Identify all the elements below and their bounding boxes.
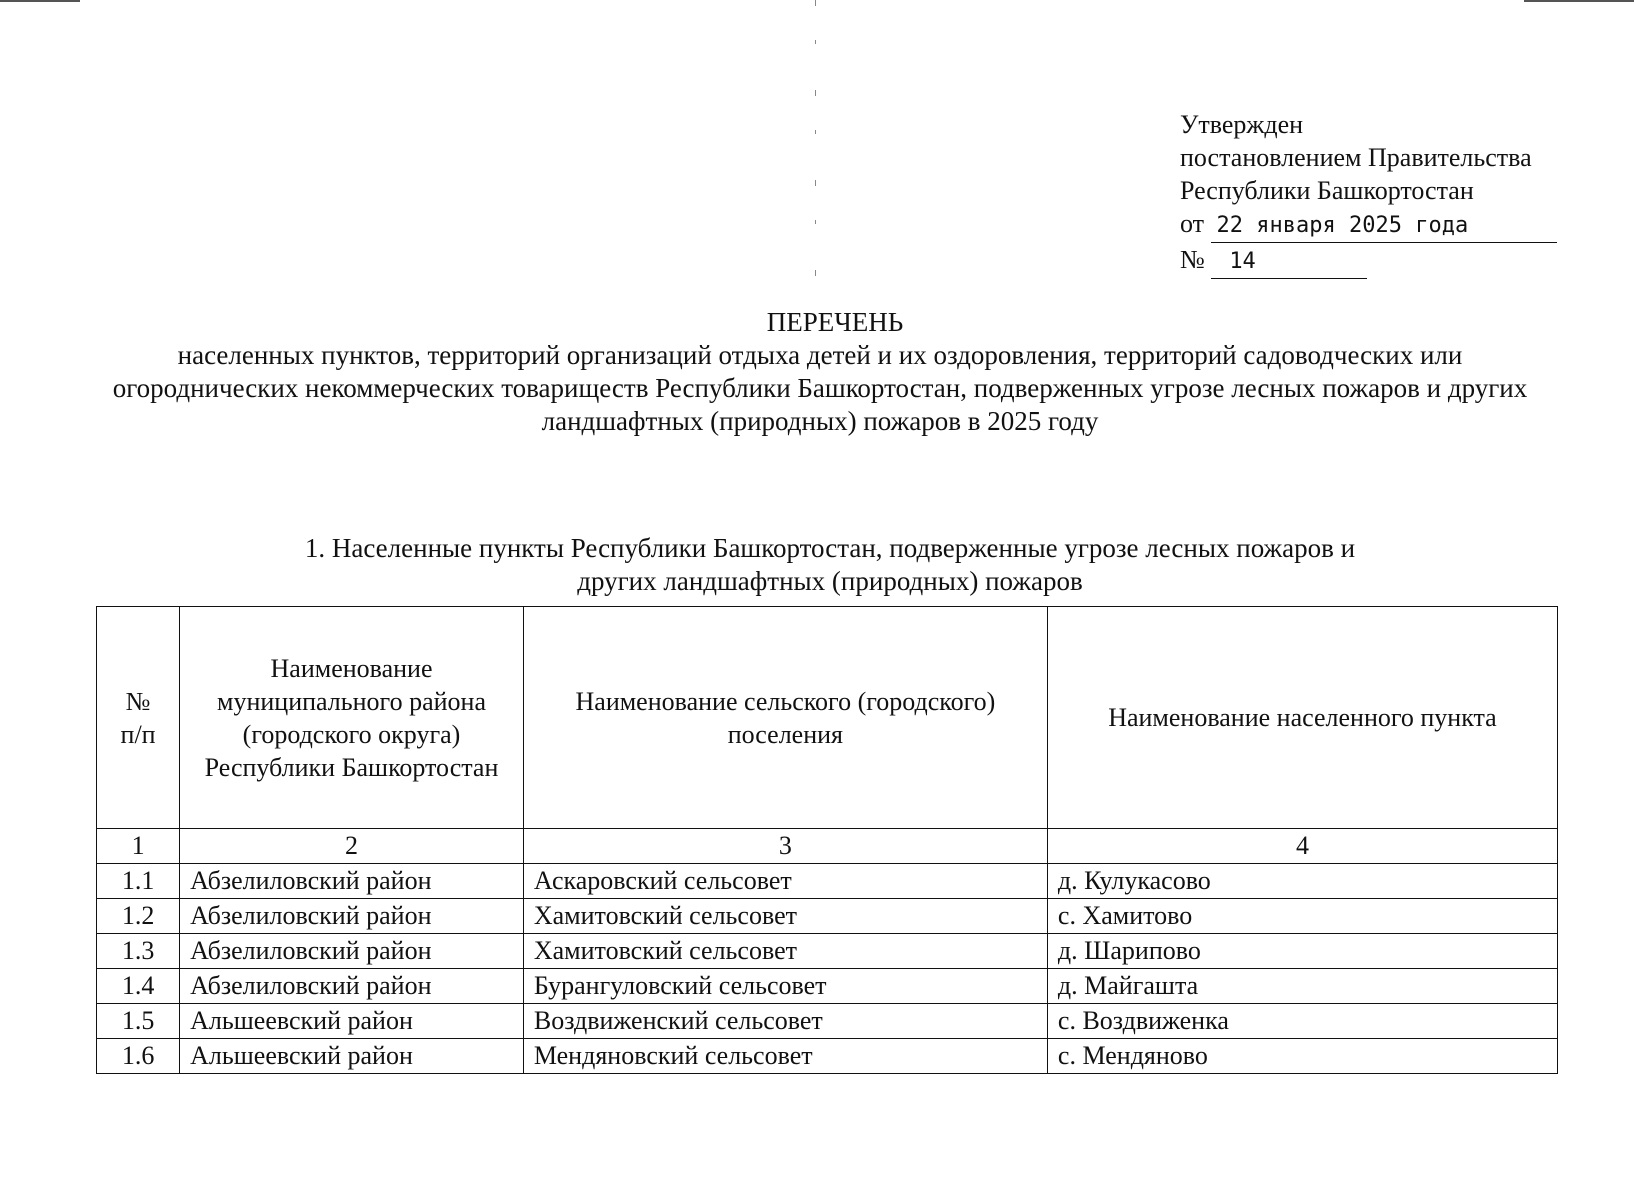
title-line: ландшафтных (природных) пожаров в 2025 году: [541, 406, 1099, 436]
header-district: [180, 607, 524, 829]
table-row: [97, 864, 1558, 899]
settlement-cell: Хамитовский сельсовет: [523, 934, 1047, 969]
column-number: 1: [97, 829, 180, 864]
settlement-cell: Мендяновский сельсовет: [523, 1039, 1047, 1074]
approval-line: Республики Башкортостан: [1180, 176, 1474, 205]
settlements-table: [96, 606, 1558, 1074]
document-title: [80, 306, 1560, 438]
approval-line: постановлением Правительства: [1180, 143, 1532, 172]
header-text: поселения: [727, 719, 844, 749]
locality-cell: с. Воздвиженка: [1047, 1004, 1557, 1039]
number-prefix: №: [1180, 245, 1205, 274]
header-text: (городского округа): [242, 719, 461, 749]
header-text: Наименование: [270, 653, 433, 683]
header-text: Наименование сельского (городского): [575, 686, 996, 716]
approval-date-line: [1180, 207, 1600, 243]
district-cell: Абзелиловский район: [180, 969, 524, 1004]
header-number: [97, 607, 180, 829]
section-title-line: других ландшафтных (природных) пожаров: [577, 566, 1083, 596]
row-number: 1.1: [97, 864, 180, 899]
row-number: 1.3: [97, 934, 180, 969]
header-text: №: [125, 686, 151, 716]
approval-date: 22 января 2025 года: [1211, 209, 1557, 243]
table-header-row: [97, 607, 1558, 829]
district-cell: Абзелиловский район: [180, 899, 524, 934]
district-cell: Абзелиловский район: [180, 864, 524, 899]
district-cell: Альшеевский район: [180, 1039, 524, 1074]
settlement-cell: Аскаровский сельсовет: [523, 864, 1047, 899]
scan-edge-mark: [0, 0, 80, 2]
header-locality: [1047, 607, 1557, 829]
column-numbering-row: [97, 829, 1558, 864]
approval-number: 14: [1211, 245, 1367, 279]
table-row: [97, 1039, 1558, 1074]
section-title: [240, 532, 1420, 598]
table-row: [97, 1004, 1558, 1039]
district-cell: Альшеевский район: [180, 1004, 524, 1039]
header-text: Наименование населенного пункта: [1108, 703, 1497, 732]
header-settlement: [523, 607, 1047, 829]
header-text: Республики Башкортостан: [204, 752, 499, 782]
column-number: 3: [523, 829, 1047, 864]
locality-cell: д. Кулукасово: [1047, 864, 1557, 899]
table-row: [97, 934, 1558, 969]
title-heading: ПЕРЕЧЕНЬ: [766, 307, 904, 337]
district-cell: Абзелиловский район: [180, 934, 524, 969]
locality-cell: с. Мендяново: [1047, 1039, 1557, 1074]
table-row: [97, 969, 1558, 1004]
title-line: населенных пунктов, территорий организаций отдыха детей и их оздоровления, территорий садоводческих или: [177, 340, 1463, 370]
page-fold-mark: [815, 0, 816, 300]
approval-stamp-block: [1180, 108, 1600, 279]
locality-cell: д. Шарипово: [1047, 934, 1557, 969]
row-number: 1.6: [97, 1039, 180, 1074]
column-number: 2: [180, 829, 524, 864]
title-line: огороднических некоммерческих товариществ Республики Башкортостан, подверженных угрозе лесных пожаров и других: [112, 373, 1528, 403]
column-number: 4: [1047, 829, 1557, 864]
locality-cell: с. Хамитово: [1047, 899, 1557, 934]
settlement-cell: Хамитовский сельсовет: [523, 899, 1047, 934]
table-row: [97, 899, 1558, 934]
locality-cell: д. Майгашта: [1047, 969, 1557, 1004]
approval-number-line: [1180, 243, 1600, 279]
settlement-cell: Бурангуловский сельсовет: [523, 969, 1047, 1004]
approval-line: Утвержден: [1180, 110, 1304, 139]
header-text: муниципального района: [217, 686, 486, 716]
section-title-line: 1. Населенные пункты Республики Башкортостан, подверженные угрозе лесных пожаров и: [304, 533, 1356, 563]
date-prefix: от: [1180, 209, 1205, 238]
settlement-cell: Воздвиженский сельсовет: [523, 1004, 1047, 1039]
scan-edge-mark: [1524, 0, 1634, 2]
row-number: 1.5: [97, 1004, 180, 1039]
row-number: 1.4: [97, 969, 180, 1004]
header-text: п/п: [120, 719, 156, 749]
row-number: 1.2: [97, 899, 180, 934]
